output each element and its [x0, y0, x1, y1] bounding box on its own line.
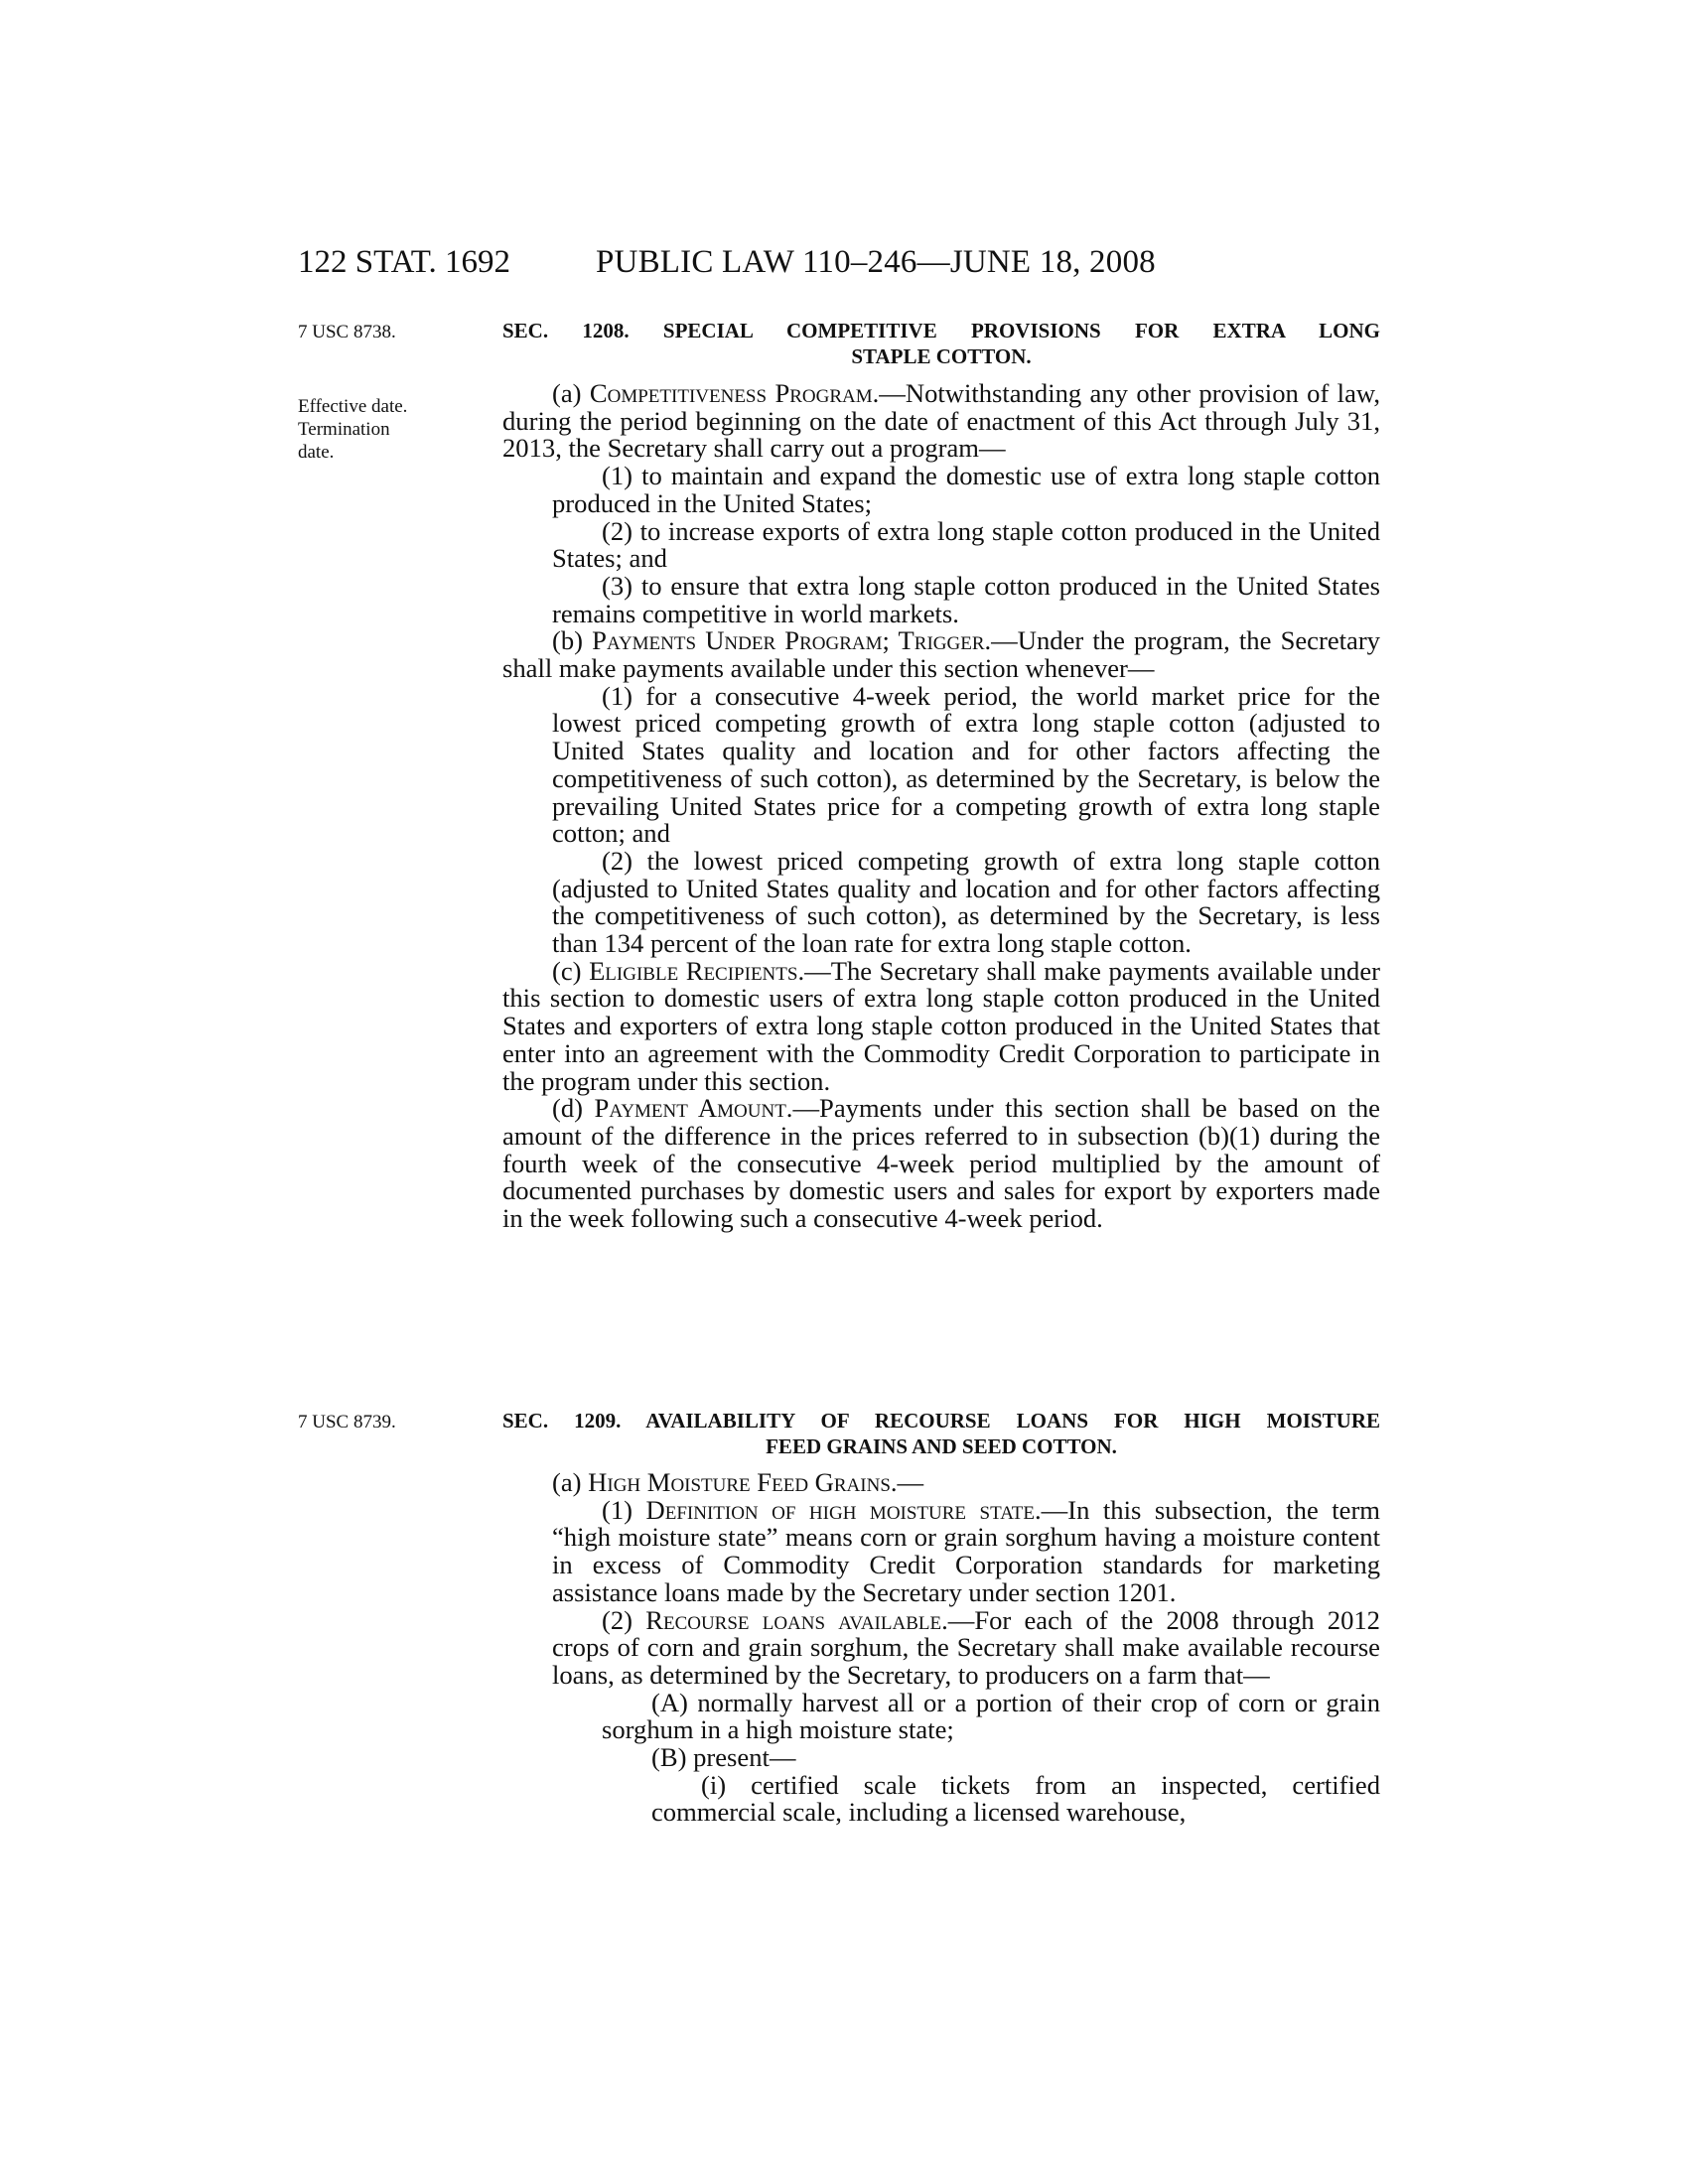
section-1209-body	[502, 1469, 1380, 1827]
paragraph-label: (b)	[552, 625, 593, 656]
stat-page-number: 122 STAT. 1692	[298, 244, 511, 280]
paragraph-c	[502, 955, 1380, 1096]
paragraph-b1: (1) for a consecutive 4-week period, the world market price for the lowest priced competing growth of extra long staple cotton (adjusted to United States quality and location and for other factors affecting the competitiveness of such cotton), as determined by the Secretary, is below the prevailing United States price for a competing growth of extra long staple cotton; and	[552, 680, 1380, 849]
paragraph-a2	[502, 1604, 1380, 1690]
section-1209-heading-line2: FEED GRAINS AND SEED COTTON.	[766, 1434, 1117, 1458]
section-1209-heading-line1: SEC. 1209. AVAILABILITY OF RECOURSE LOANS FOR HIGH MOISTURE	[502, 1409, 1380, 1433]
subsection-title: Payments Under Program; Trigger.	[592, 625, 992, 656]
paragraph-text: —	[897, 1467, 924, 1497]
subsection-title: Payment Amount.	[594, 1093, 793, 1124]
section-1209-heading	[502, 1408, 1380, 1459]
paragraph-label: (a)	[552, 378, 590, 408]
clause-i: (i) certified scale tickets from an inspected, certified commercial scale, including a licensed warehouse,	[651, 1769, 1380, 1828]
section-1208-heading-line2: STAPLE COTTON.	[851, 344, 1032, 368]
paragraph-b	[502, 627, 1380, 682]
public-law-citation: PUBLIC LAW 110–246—JUNE 18, 2008	[596, 244, 1156, 280]
paragraph-text: —In this subsection, the term “high moisture state” means corn or grain sorghum having a moisture content in excess of Commodity Credit Corporation standards for marketing assistance loans made by the Secretary under section 1201.	[552, 1494, 1380, 1607]
paragraph-label: (2)	[602, 1604, 646, 1635]
paragraph-label: (d)	[552, 1093, 595, 1124]
margin-note-usc-8738: 7 USC 8738.	[298, 322, 396, 342]
section-1208-heading-line1: SEC. 1208. SPECIAL COMPETITIVE PROVISIONS FOR EXTRA LONG	[502, 319, 1380, 342]
margin-note-usc-8739: 7 USC 8739.	[298, 1412, 396, 1433]
subparagraph-B: (B) present—	[651, 1742, 796, 1773]
margin-note-effective: Effective date.	[298, 396, 408, 417]
paragraph-a3: (3) to ensure that extra long staple cotton produced in the United States remains competitive in world markets.	[552, 570, 1380, 628]
paragraph-a1	[502, 1494, 1380, 1607]
paragraph-b2: (2) the lowest priced competing growth of extra long staple cotton (adjusted to United States quality and location and for other factors affecting the competitiveness of such cotton), as determined by the Secretary, is less than 134 percent of the loan rate for extra long staple cotton.	[552, 845, 1380, 959]
paragraph-label: (1)	[602, 1494, 646, 1525]
paragraph-a	[502, 1469, 1380, 1497]
margin-note-effective-date	[298, 395, 477, 464]
subsection-title: Competitiveness Program.	[589, 378, 880, 408]
paragraph-title: Definition of high moisture state.	[645, 1494, 1042, 1525]
paragraph-text: —Payments under this section shall be based on the amount of the difference in the prices referred to in subsection (b)(1) during the fourth week of the consecutive 4-week period multiplied by the amount of documented purchases by domestic users and sales for export by exporters made in the week following such a consecutive 4-week period.	[502, 1093, 1380, 1234]
paragraph-label: (a)	[552, 1467, 589, 1497]
paragraph-d	[502, 1095, 1380, 1233]
paragraph-label: (c)	[552, 955, 590, 986]
section-1208-heading	[502, 318, 1380, 369]
subparagraph-A: (A) normally harvest all or a portion of their crop of corn or grain sorghum in a high moisture state;	[602, 1687, 1380, 1745]
paragraph-a1: (1) to maintain and expand the domestic use of extra long staple cotton produced in the United States;	[552, 461, 1380, 518]
margin-note-termination: Termination date.	[298, 419, 390, 463]
paragraph-title: Recourse loans available.	[645, 1604, 948, 1635]
subsection-title: High Moisture Feed Grains.	[588, 1467, 898, 1497]
paragraph-text: —For each of the 2008 through 2012 crops of corn and grain sorghum, the Secretary shall make available recourse loans, as determined by the Secretary, to producers on a farm that—	[552, 1604, 1380, 1690]
section-1208-body	[502, 380, 1380, 1233]
subsection-title: Eligible Recipients.	[589, 955, 805, 986]
page-header	[298, 244, 1380, 288]
paragraph-text: —The Secretary shall make payments available under this section to domestic users of extra long staple cotton produced in the United States and exporters of extra long staple cotton produced in the United States that enter into an agreement with the Commodity Credit Corporation to participate in the program under this section.	[502, 955, 1380, 1096]
paragraph-text: —Notwithstanding any other provision of law, during the period beginning on the date of enactment of this Act through July 31, 2013, the Secretary shall carry out a program—	[502, 378, 1381, 464]
paragraph-text: —Under the program, the Secretary shall make payments available under this section whenever—	[502, 625, 1380, 684]
paragraph-a	[502, 380, 1380, 463]
paragraph-a2: (2) to increase exports of extra long staple cotton produced in the United States; and	[552, 515, 1380, 574]
